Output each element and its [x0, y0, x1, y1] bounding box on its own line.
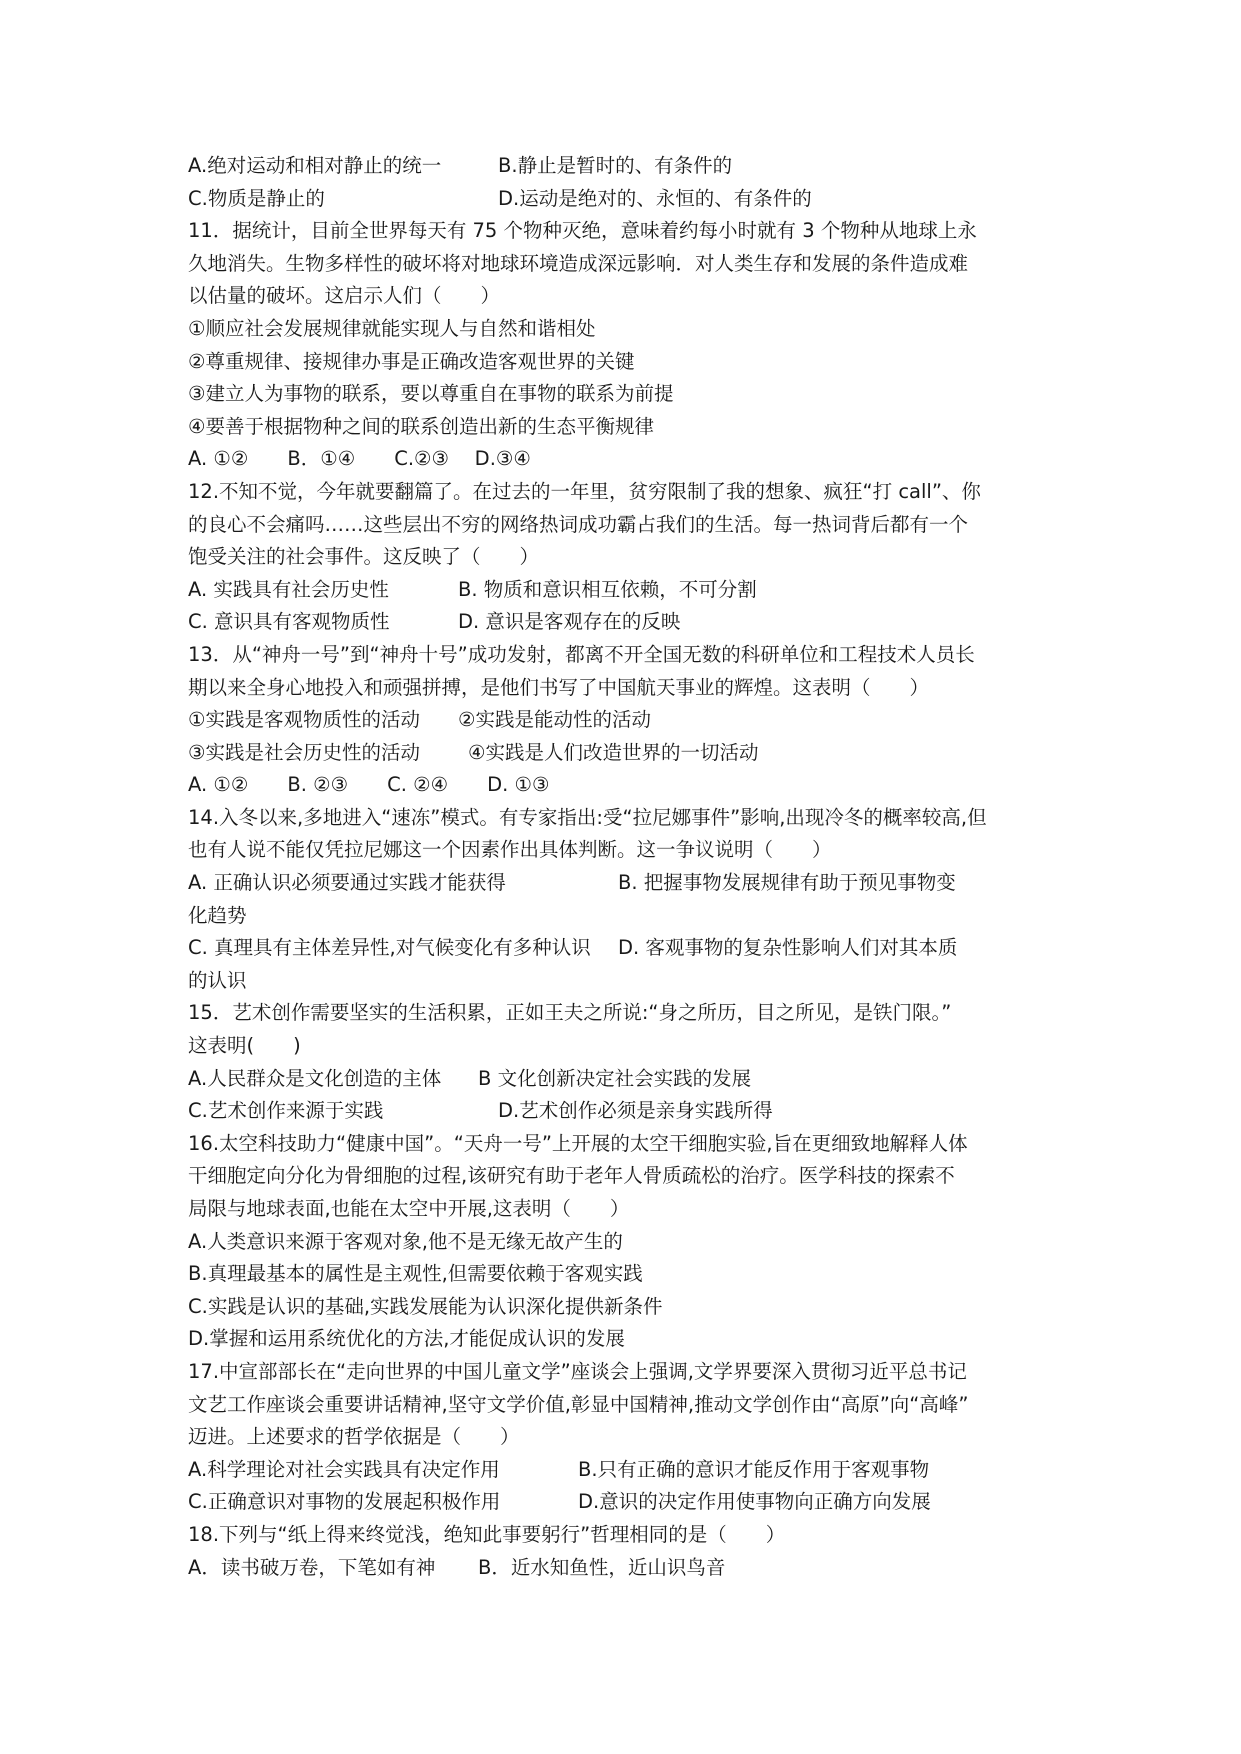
q10-option-b: B.静止是暂时的、有条件的: [498, 154, 733, 177]
exam-page: [188, 150, 1058, 1584]
q11-item-3: ③建立人为事物的联系，要以尊重自在事物的联系为前提: [188, 382, 674, 406]
q16-option-b: B.真理最基本的属性是主观性,但需要依赖于客观实践: [188, 1262, 643, 1286]
q17-stem-line-1: 17.中宣部部长在“走向世界的中国儿童文学”座谈会上强调,文学界要深入贯彻习近平总书记: [188, 1359, 967, 1383]
q16-stem-line-1: 16.太空科技助力“健康中国”。“天舟一号”上开展的太空干细胞实验,旨在更细致地解释人体: [188, 1131, 968, 1155]
q17-stem-line-3: 迈进。上述要求的哲学依据是（ ）: [188, 1425, 520, 1449]
q13-item-4: ④实践是人们改造世界的一切活动: [468, 740, 759, 764]
q11-item-4: ④要善于根据物种之间的联系创造出新的生态平衡规律: [188, 414, 654, 438]
q13-items-row-1: [188, 704, 1058, 737]
q12-stem-line-3: 饱受关注的社会事件。这反映了（ ）: [188, 545, 540, 569]
q12-option-c: C. 意识具有客观物质性: [188, 610, 390, 634]
q10-options-row-2: [188, 183, 1058, 216]
q13-item-2: ②实践是能动性的活动: [458, 708, 651, 732]
q14-options-row-1: [188, 867, 1058, 900]
q15-options-row-1: [188, 1063, 1058, 1096]
q15-option-c: C.艺术创作来源于实践: [188, 1099, 384, 1123]
q13-stem-line-1: 13．从“神舟一号”到“神舟十号”成功发射，都离不开全国无数的科研单位和工程技术人员长: [188, 642, 975, 666]
q14-option-d: D. 客观事物的复杂性影响人们对其本质: [618, 936, 958, 960]
q12-options-row-1: [188, 574, 1058, 607]
q17-option-b: B.只有正确的意识才能反作用于客观事物: [578, 1457, 930, 1481]
q17-option-d: D.意识的决定作用使事物向正确方向发展: [578, 1490, 931, 1514]
q12-stem-line-2: 的良心不会痛吗……这些层出不穷的网络热词成功霸占我们的生活。每一热词背后都有一个: [188, 512, 969, 536]
q15-option-a: A.人民群众是文化创造的主体: [188, 1066, 442, 1090]
q11-stem-line-3: 以估量的破坏。这启示人们（ ）: [188, 284, 501, 308]
q14-option-d-continued: 的认识: [188, 968, 247, 992]
q12-option-d: D. 意识是客观存在的反映: [458, 610, 681, 634]
q18-option-a: A．读书破万卷，下笔如有神: [188, 1555, 436, 1579]
q10-options-row-1: [188, 150, 1058, 183]
q15-option-b: B 文化创新决定社会实践的发展: [478, 1066, 752, 1090]
q13-options: A. ①② B. ②③ C. ②④ D. ①③: [188, 773, 550, 797]
q11-stem-line-1: 11．据统计，目前全世界每天有 75 个物种灭绝，意味着约每小时就有 3 个物种从地球上永: [188, 219, 977, 243]
q14-option-c: C. 真理具有主体差异性,对气候变化有多种认识: [188, 936, 591, 960]
q15-stem-line-1: 15．艺术创作需要坚实的生活积累，正如王夫之所说:“身之所历，目之所见，是铁门限。”: [188, 1001, 952, 1025]
q10-option-c: C.物质是静止的: [188, 186, 325, 210]
q12-option-b: B. 物质和意识相互依赖，不可分割: [458, 577, 757, 601]
q16-option-a: A.人类意识来源于客观对象,他不是无缘无故产生的: [188, 1229, 623, 1253]
q12-options-row-2: [188, 606, 1058, 639]
q16-option-c: C.实践是认识的基础,实践发展能为认识深化提供新条件: [188, 1294, 663, 1318]
q17-option-a: A.科学理论对社会实践具有决定作用: [188, 1457, 500, 1481]
q16-stem-line-2: 干细胞定向分化为骨细胞的过程,该研究有助于老年人骨质疏松的治疗。医学科技的探索不: [188, 1164, 955, 1188]
q17-option-c: C.正确意识对事物的发展起积极作用: [188, 1490, 501, 1514]
q14-option-b: B. 把握事物发展规律有助于预见事物变: [618, 871, 956, 895]
q11-options: A. ①② B．①④ C.②③ D.③④: [188, 447, 531, 471]
q18-options-row-1: [188, 1552, 1058, 1585]
q18-option-b: B．近水知鱼性，近山识鸟音: [478, 1555, 726, 1579]
q13-item-1: ①实践是客观物质性的活动: [188, 708, 420, 732]
q11-item-2: ②尊重规律、接规律办事是正确改造客观世界的关键: [188, 349, 635, 373]
q15-option-d: D.艺术创作必须是亲身实践所得: [498, 1099, 773, 1123]
q17-options-row-2: [188, 1486, 1058, 1519]
q17-stem-line-2: 文艺工作座谈会重要讲话精神,坚守文学价值,彰显中国精神,推动文学创作由“高原”向“高峰”: [188, 1392, 969, 1416]
q13-item-3: ③实践是社会历史性的活动: [188, 740, 420, 764]
q14-stem-line-2: 也有人说不能仅凭拉尼娜这一个因素作出具体判断。这一争议说明（ ）: [188, 838, 832, 862]
q16-option-d: D.掌握和运用系统优化的方法,才能促成认识的发展: [188, 1327, 625, 1351]
q17-options-row-1: [188, 1454, 1058, 1487]
q13-items-row-2: [188, 737, 1058, 770]
q15-stem-line-2: 这表明( ): [188, 1034, 301, 1058]
q16-stem-line-3: 局限与地球表面,也能在太空中开展,这表明（ ）: [188, 1197, 630, 1220]
q11-item-1: ①顺应社会发展规律就能实现人与自然和谐相处: [188, 316, 596, 340]
q10-option-a: A.绝对运动和相对静止的统一: [188, 154, 442, 177]
q15-options-row-2: [188, 1095, 1058, 1128]
q13-stem-line-2: 期以来全身心地投入和顽强拼搏，是他们书写了中国航天事业的辉煌。这表明（ ）: [188, 675, 930, 699]
q14-stem-line-1: 14.入冬以来,多地进入“速冻”模式。有专家指出:受“拉尼娜事件”影响,出现冷冬的概率较高,但: [188, 805, 987, 829]
q14-option-a: A. 正确认识必须要通过实践才能获得: [188, 871, 506, 895]
q12-stem-line-1: 12.不知不觉，今年就要翻篇了。在过去的一年里，贫穷限制了我的想象、疯狂“打 call”、你: [188, 479, 981, 503]
q14-option-b-continued: 化趋势: [188, 903, 247, 927]
q10-option-d: D.运动是绝对的、永恒的、有条件的: [498, 186, 812, 210]
q12-option-a: A. 实践具有社会历史性: [188, 577, 389, 601]
q18-stem: 18.下列与“纸上得来终觉浅，绝知此事要躬行”哲理相同的是（ ）: [188, 1522, 786, 1546]
q14-options-row-2: [188, 932, 1058, 965]
q11-stem-line-2: 久地消失。生物多样性的破坏将对地球环境造成深远影响．对人类生存和发展的条件造成难: [188, 251, 969, 275]
